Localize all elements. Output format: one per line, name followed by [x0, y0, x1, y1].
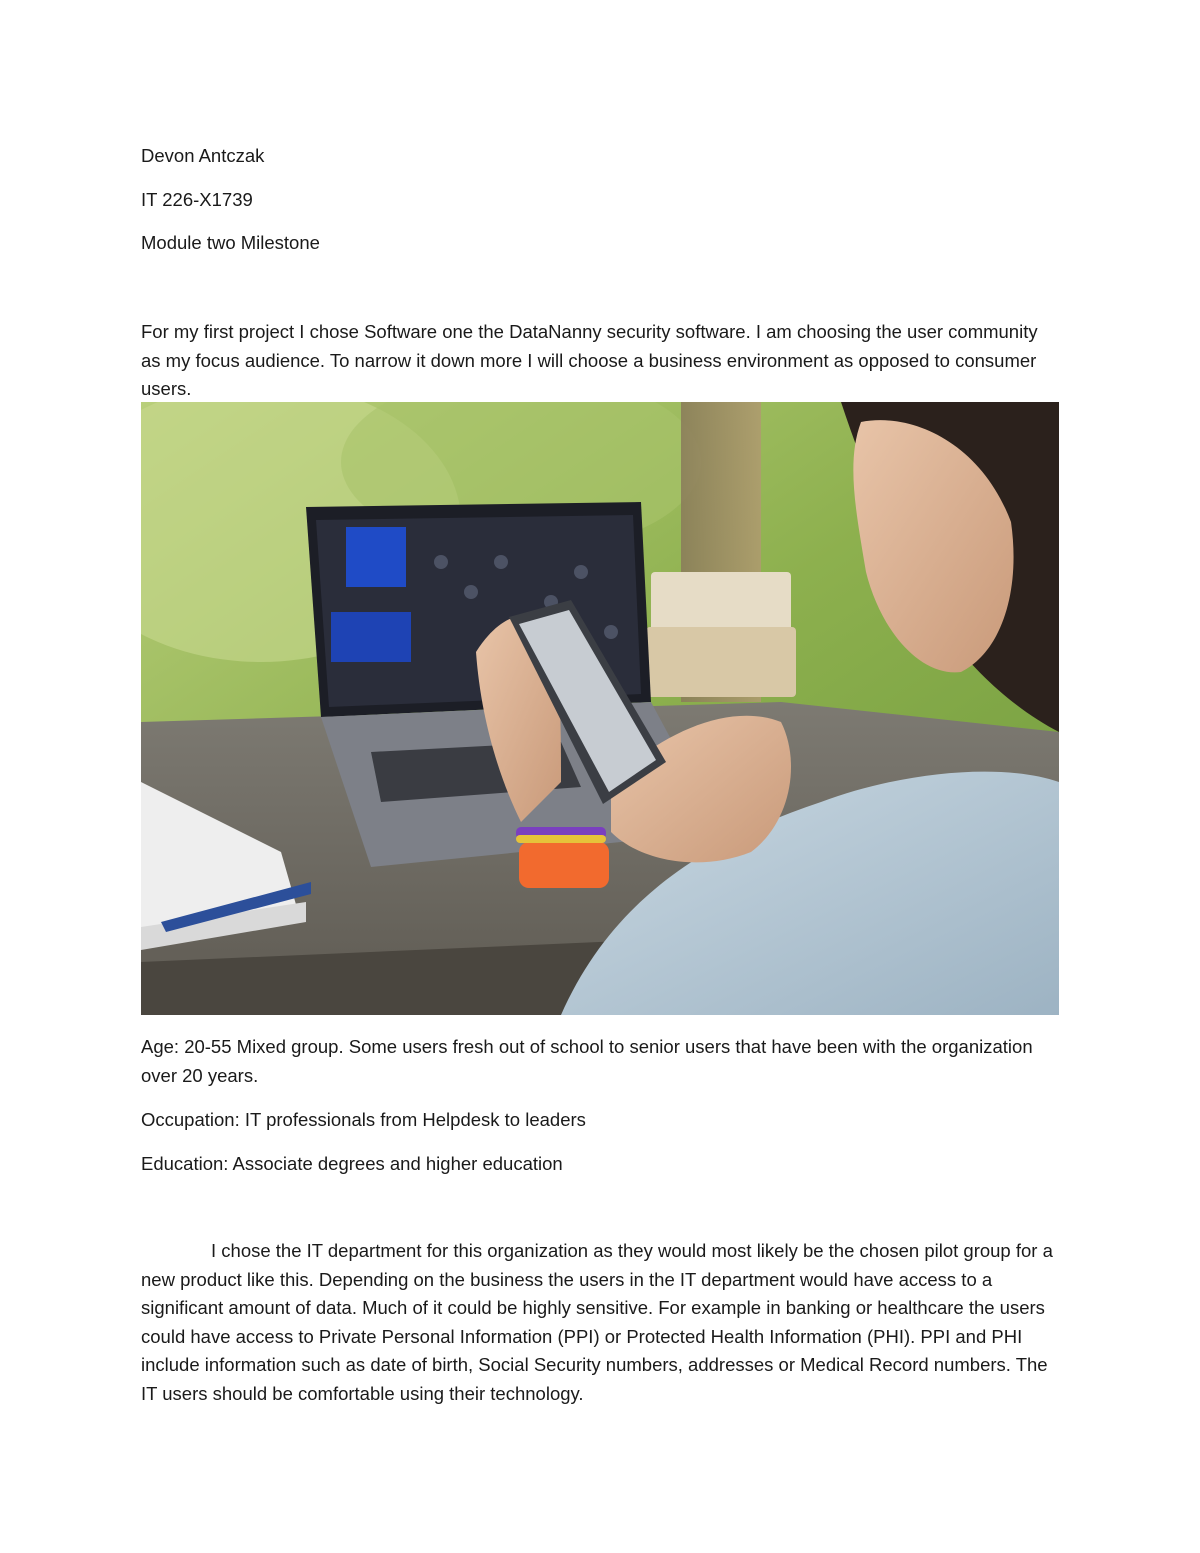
rationale-paragraph: I chose the IT department for this organization as they would most likely be the chosen pilot group for a new product like this. Depending on the business the users in the IT department would have access to a significant amount of data. Much of it could be highly sensitive. For example in banking or healthcare the users could have access to Private Personal Information (PPI) or Protected Health Information (PHI). PPI and PHI include information such as date of birth, Social Security numbers, addresses or Medical Record numbers. The IT users should be comfortable using their technology. — [141, 1240, 1053, 1404]
intro-paragraph: For my first project I chose Software one the DataNanny security software. I am choosing the user community as my focus audience. To narrow it down more I will choose a business environment as opposed to consumer users. — [141, 321, 1038, 399]
audience-occupation: Occupation: IT professionals from Helpdesk to leaders — [141, 1109, 586, 1130]
audience-age: Age: 20-55 Mixed group. Some users fresh out of school to senior users that have been with the organization over 20 years. — [141, 1036, 1033, 1086]
author-name: Devon Antczak — [141, 145, 265, 166]
woman-using-phone-photo — [141, 402, 1059, 1015]
audience-education: Education: Associate degrees and higher education — [141, 1153, 563, 1174]
assignment-title: Module two Milestone — [141, 232, 320, 253]
course-code: IT 226-X1739 — [141, 189, 253, 210]
